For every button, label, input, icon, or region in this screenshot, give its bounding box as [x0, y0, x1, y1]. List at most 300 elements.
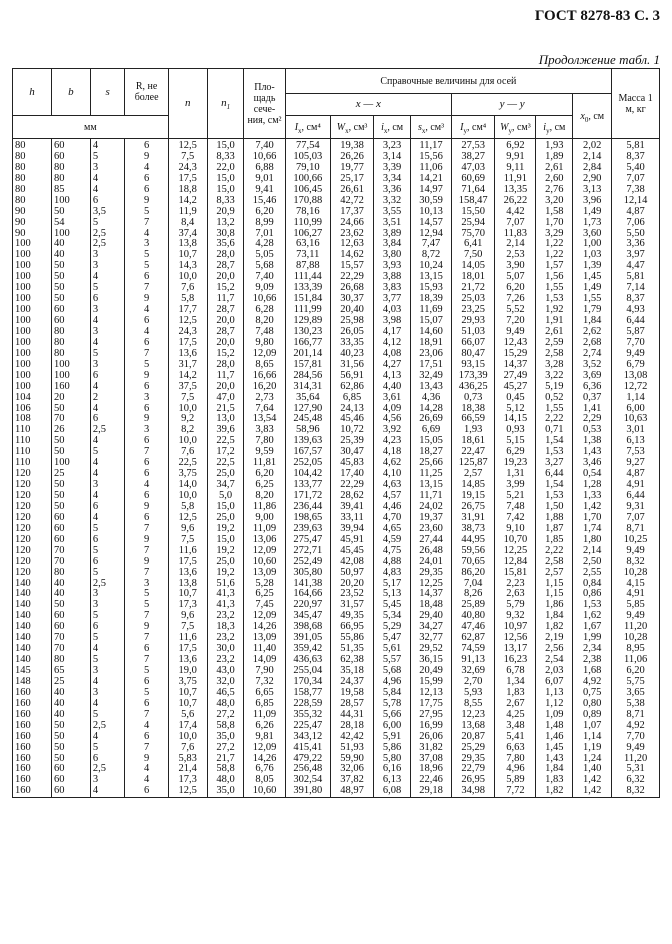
- table-cell: 1,55: [536, 283, 573, 294]
- table-cell: 1,42: [573, 502, 612, 513]
- table-cell: 3,75: [168, 469, 207, 480]
- table-row: [13, 414, 660, 425]
- table-cell: 100: [13, 338, 52, 349]
- table-cell: 3: [125, 425, 168, 436]
- table-cell: 28,62: [330, 491, 373, 502]
- table-cell: 21,5: [207, 404, 244, 415]
- table-cell: 5,80: [374, 754, 411, 765]
- table-cell: 7,53: [612, 447, 660, 458]
- table-cell: 4: [90, 382, 125, 393]
- table-cell: 74,59: [452, 644, 495, 655]
- axis-x-header: x — x: [285, 94, 452, 116]
- table-cell: 2,5: [90, 721, 125, 732]
- table-cell: 1,99: [573, 633, 612, 644]
- table-cell: 7,48: [495, 502, 536, 513]
- table-cell: 9,01: [244, 174, 285, 185]
- table-cell: 3,83: [244, 425, 285, 436]
- table-cell: 11,6: [168, 546, 207, 557]
- table-cell: 6,25: [244, 480, 285, 491]
- col-wx-header: $W_x$, см³: [330, 116, 373, 139]
- table-cell: 3,84: [374, 239, 411, 250]
- table-cell: 3,51: [374, 218, 411, 229]
- table-cell: 2,19: [536, 633, 573, 644]
- table-cell: 6: [125, 382, 168, 393]
- table-cell: 22,29: [330, 272, 373, 283]
- table-cell: 5,66: [374, 710, 411, 721]
- table-cell: 6,65: [244, 688, 285, 699]
- table-row: [13, 622, 660, 633]
- table-cell: 6: [90, 294, 125, 305]
- table-cell: 90: [13, 229, 52, 240]
- table-cell: 110: [13, 458, 52, 469]
- table-cell: 4,75: [374, 546, 411, 557]
- table-cell: 11,81: [244, 458, 285, 469]
- table-cell: 7: [125, 283, 168, 294]
- table-cell: 15,93: [411, 283, 452, 294]
- table-cell: 71,64: [452, 185, 495, 196]
- table-cell: 160: [13, 688, 52, 699]
- table-cell: 9,00: [244, 513, 285, 524]
- table-cell: 11,06: [411, 163, 452, 174]
- table-cell: 140: [13, 655, 52, 666]
- table-cell: 6,13: [612, 436, 660, 447]
- table-cell: 33,11: [330, 513, 373, 524]
- table-cell: 13,54: [244, 414, 285, 425]
- table-cell: 39,94: [330, 524, 373, 535]
- table-cell: 29,18: [411, 786, 452, 797]
- table-cell: 5: [125, 600, 168, 611]
- table-cell: 436,63: [285, 655, 330, 666]
- col-iy-radius-header: $i_y$, см: [536, 116, 573, 139]
- table-cell: 28,7: [207, 327, 244, 338]
- col-iy-moment-unit: см⁴: [472, 121, 487, 133]
- table-cell: 6,76: [244, 764, 285, 775]
- table-cell: 7,40: [244, 272, 285, 283]
- units-mm-header: мм: [13, 116, 169, 139]
- table-cell: 23,2: [207, 611, 244, 622]
- table-row: [13, 502, 660, 513]
- table-cell: 5: [90, 611, 125, 622]
- table-cell: 10,7: [168, 250, 207, 261]
- table-cell: 14,62: [330, 250, 373, 261]
- table-cell: 8,26: [452, 589, 495, 600]
- table-cell: 42,08: [330, 557, 373, 568]
- table-cell: 29,93: [452, 316, 495, 327]
- table-cell: 45,46: [330, 414, 373, 425]
- table-cell: 13,8: [168, 579, 207, 590]
- table-cell: 2,70: [452, 677, 495, 688]
- table-cell: 50: [51, 754, 90, 765]
- table-cell: 4: [90, 272, 125, 283]
- table-cell: 17,51: [411, 360, 452, 371]
- table-cell: 26,06: [411, 732, 452, 743]
- table-cell: 7,07: [612, 513, 660, 524]
- table-cell: 105,03: [285, 152, 330, 163]
- table-cell: 10,70: [495, 535, 536, 546]
- table-row: [13, 360, 660, 371]
- table-cell: 2,03: [536, 666, 573, 677]
- table-cell: 26,61: [330, 185, 373, 196]
- table-cell: 2,38: [573, 655, 612, 666]
- table-cell: 5,0: [207, 491, 244, 502]
- table-cell: 1,33: [573, 491, 612, 502]
- table-cell: 100: [13, 316, 52, 327]
- table-cell: 1,82: [536, 786, 573, 797]
- table-cell: 0,93: [495, 425, 536, 436]
- table-cell: 31,56: [330, 360, 373, 371]
- table-cell: 1,15: [536, 579, 573, 590]
- table-cell: 10,24: [411, 261, 452, 272]
- table-row: [13, 436, 660, 447]
- table-cell: 9: [125, 196, 168, 207]
- table-cell: 120: [13, 546, 52, 557]
- table-cell: 60: [51, 775, 90, 786]
- table-cell: 44,31: [330, 710, 373, 721]
- table-cell: 4: [125, 327, 168, 338]
- table-cell: 1,80: [573, 535, 612, 546]
- table-cell: 4,08: [374, 349, 411, 360]
- table-cell: 17,3: [168, 600, 207, 611]
- col-s-header: s: [90, 69, 125, 116]
- table-cell: 9,09: [244, 283, 285, 294]
- table-cell: 110,99: [285, 218, 330, 229]
- table-cell: 3,36: [374, 185, 411, 196]
- table-cell: 1,31: [495, 469, 536, 480]
- table-cell: 78,16: [285, 207, 330, 218]
- table-cell: 4: [125, 229, 168, 240]
- table-row: [13, 469, 660, 480]
- table-cell: 3: [90, 261, 125, 272]
- table-cell: 6: [125, 338, 168, 349]
- table-cell: 3,83: [374, 283, 411, 294]
- col-iy-radius-unit: см: [554, 121, 566, 133]
- table-cell: 26,05: [330, 327, 373, 338]
- table-cell: 1,92: [536, 305, 573, 316]
- table-cell: 9,91: [495, 152, 536, 163]
- table-cell: 49,35: [330, 611, 373, 622]
- table-cell: 10,0: [168, 732, 207, 743]
- table-cell: 40: [51, 699, 90, 710]
- table-cell: 1,41: [573, 404, 612, 415]
- table-cell: 2,58: [536, 349, 573, 360]
- table-cell: 11,7: [207, 294, 244, 305]
- table-cell: 17,75: [411, 699, 452, 710]
- table-cell: 4: [90, 513, 125, 524]
- table-cell: 8,2: [168, 425, 207, 436]
- table-cell: 3,46: [573, 458, 612, 469]
- table-cell: 50: [51, 491, 90, 502]
- table-cell: 15,99: [411, 677, 452, 688]
- table-cell: 15,05: [411, 436, 452, 447]
- table-cell: 17,4: [168, 721, 207, 732]
- table-row: [13, 655, 660, 666]
- table-cell: 35,18: [330, 666, 373, 677]
- table-cell: 2,55: [573, 568, 612, 579]
- table-cell: 1,28: [573, 480, 612, 491]
- table-cell: 1,86: [536, 600, 573, 611]
- table-cell: 8,65: [244, 360, 285, 371]
- table-cell: 3: [90, 589, 125, 600]
- table-cell: 252,49: [285, 557, 330, 568]
- table-cell: 1,89: [536, 152, 573, 163]
- table-cell: 1,55: [573, 294, 612, 305]
- table-cell: 5,57: [374, 655, 411, 666]
- table-cell: 60: [51, 622, 90, 633]
- table-cell: 11,9: [168, 207, 207, 218]
- table-cell: 173,39: [452, 371, 495, 382]
- table-cell: 12,09: [244, 611, 285, 622]
- table-cell: 19,38: [330, 139, 373, 152]
- table-cell: 2,29: [573, 414, 612, 425]
- table-cell: 11,09: [244, 710, 285, 721]
- table-cell: 151,84: [285, 294, 330, 305]
- table-cell: 50: [51, 721, 90, 732]
- table-cell: 7,80: [495, 754, 536, 765]
- table-cell: 1,84: [536, 611, 573, 622]
- table-cell: 3,89: [374, 229, 411, 240]
- table-cell: 25,98: [330, 316, 373, 327]
- table-cell: 17,5: [168, 338, 207, 349]
- table-cell: 7,26: [495, 294, 536, 305]
- table-row: [13, 163, 660, 174]
- table-cell: 5: [125, 666, 168, 677]
- table-cell: 3,01: [612, 425, 660, 436]
- table-cell: 1,67: [573, 622, 612, 633]
- table-cell: 8,05: [244, 775, 285, 786]
- table-cell: 11,25: [411, 469, 452, 480]
- table-cell: 160: [13, 732, 52, 743]
- table-cell: 2,53: [495, 250, 536, 261]
- table-cell: 160: [13, 775, 52, 786]
- table-row: [13, 721, 660, 732]
- table-row: [13, 644, 660, 655]
- table-cell: 11,71: [411, 491, 452, 502]
- table-cell: 5: [90, 447, 125, 458]
- table-cell: 2,61: [536, 163, 573, 174]
- table-cell: 12,5: [168, 786, 207, 797]
- table-cell: 5,6: [168, 710, 207, 721]
- table-row: [13, 491, 660, 502]
- table-cell: 0,53: [573, 425, 612, 436]
- table-cell: 7,5: [168, 622, 207, 633]
- table-cell: 6,08: [374, 786, 411, 797]
- table-cell: 4,03: [374, 305, 411, 316]
- table-cell: 198,65: [285, 513, 330, 524]
- table-cell: 7,32: [244, 677, 285, 688]
- table-cell: 1,53: [536, 294, 573, 305]
- table-cell: 56,91: [330, 371, 373, 382]
- table-cell: 3,99: [495, 480, 536, 491]
- table-cell: 1,57: [536, 261, 573, 272]
- table-cell: 70: [51, 546, 90, 557]
- table-cell: 20,40: [330, 305, 373, 316]
- table-cell: 6: [125, 644, 168, 655]
- table-cell: 8,71: [612, 710, 660, 721]
- table-cell: 9: [125, 535, 168, 546]
- table-cell: 12,94: [411, 229, 452, 240]
- table-cell: 3: [90, 775, 125, 786]
- table-cell: 62,38: [330, 655, 373, 666]
- table-cell: 7: [125, 655, 168, 666]
- table-cell: 6: [125, 174, 168, 185]
- table-cell: 3,5: [90, 207, 125, 218]
- table-cell: 15,81: [495, 568, 536, 579]
- table-cell: 0,73: [452, 393, 495, 404]
- table-cell: 5,34: [374, 611, 411, 622]
- table-row: [13, 710, 660, 721]
- table-cell: 140: [13, 579, 52, 590]
- col-wy-label: W: [500, 121, 509, 133]
- profile-table: [12, 68, 660, 798]
- table-cell: 6,44: [536, 469, 573, 480]
- table-cell: 6,07: [536, 677, 573, 688]
- table-cell: 245,48: [285, 414, 330, 425]
- table-cell: 1,55: [536, 404, 573, 415]
- table-cell: 14,09: [244, 655, 285, 666]
- table-cell: 19,15: [452, 491, 495, 502]
- table-cell: 12,63: [330, 239, 373, 250]
- table-cell: 9,49: [612, 349, 660, 360]
- table-cell: 28,0: [207, 360, 244, 371]
- table-cell: 3,34: [374, 174, 411, 185]
- table-cell: 25,0: [207, 513, 244, 524]
- table-cell: 140: [13, 622, 52, 633]
- table-cell: 4,15: [612, 579, 660, 590]
- table-cell: 51,03: [452, 327, 495, 338]
- table-cell: 60: [51, 764, 90, 775]
- table-cell: 23,25: [452, 305, 495, 316]
- table-cell: 1,79: [573, 305, 612, 316]
- table-cell: 140: [13, 589, 52, 600]
- table-cell: 5: [125, 360, 168, 371]
- table-row: [13, 480, 660, 491]
- table-cell: 18,8: [168, 185, 207, 196]
- table-cell: 100: [13, 305, 52, 316]
- table-cell: 75,70: [452, 229, 495, 240]
- table-cell: 9,6: [168, 524, 207, 535]
- table-cell: 19,0: [168, 666, 207, 677]
- table-cell: 6,79: [612, 360, 660, 371]
- table-row: [13, 174, 660, 185]
- table-cell: 19,23: [495, 458, 536, 469]
- table-cell: 2,73: [244, 393, 285, 404]
- table-row: [13, 786, 660, 797]
- table-cell: 7,48: [244, 327, 285, 338]
- table-cell: 9,41: [244, 185, 285, 196]
- table-cell: 5,93: [452, 688, 495, 699]
- table-cell: 5,07: [495, 272, 536, 283]
- table-cell: 32,06: [330, 764, 373, 775]
- table-row: [13, 250, 660, 261]
- table-cell: 6,78: [495, 666, 536, 677]
- table-cell: 44,95: [452, 535, 495, 546]
- table-row: [13, 404, 660, 415]
- table-cell: 170,34: [285, 677, 330, 688]
- table-cell: 225,47: [285, 721, 330, 732]
- table-cell: 23,52: [330, 589, 373, 600]
- table-cell: 17,5: [168, 174, 207, 185]
- table-cell: 11,06: [612, 655, 660, 666]
- table-cell: 4,93: [612, 305, 660, 316]
- table-cell: 10,0: [168, 491, 207, 502]
- table-cell: 22,47: [452, 447, 495, 458]
- table-cell: 4: [125, 721, 168, 732]
- table-cell: 7,38: [612, 185, 660, 196]
- table-row: [13, 611, 660, 622]
- table-cell: 167,57: [285, 447, 330, 458]
- table-cell: 15,0: [207, 535, 244, 546]
- table-cell: 1,03: [573, 250, 612, 261]
- table-cell: 4,92: [612, 721, 660, 732]
- col-iy-radius-label: i: [543, 121, 547, 133]
- table-cell: 6: [90, 535, 125, 546]
- table-cell: 10,60: [244, 557, 285, 568]
- table-cell: 34,27: [411, 622, 452, 633]
- table-cell: 1,19: [573, 743, 612, 754]
- table-cell: 7,04: [452, 579, 495, 590]
- table-cell: 6,69: [411, 425, 452, 436]
- table-cell: 228,59: [285, 699, 330, 710]
- table-cell: 3,39: [374, 163, 411, 174]
- table-cell: 11,20: [612, 754, 660, 765]
- col-area-header: Пло-щадь сече-ния, см²: [244, 69, 285, 139]
- table-row: [13, 732, 660, 743]
- table-cell: 314,31: [285, 382, 330, 393]
- table-cell: 11,7: [207, 371, 244, 382]
- table-cell: 17,40: [330, 469, 373, 480]
- table-cell: 5,05: [244, 250, 285, 261]
- col-x0-header: $x_0$, см: [573, 94, 612, 139]
- table-cell: 436,25: [452, 382, 495, 393]
- col-h-header: h: [13, 69, 52, 116]
- table-cell: 25,89: [452, 600, 495, 611]
- table-cell: 3,23: [374, 139, 411, 152]
- table-cell: 55,86: [330, 633, 373, 644]
- table-cell: 5: [125, 688, 168, 699]
- table-cell: 160: [13, 754, 52, 765]
- table-cell: 6: [125, 139, 168, 152]
- table-cell: 2,67: [495, 699, 536, 710]
- table-cell: 15,56: [411, 152, 452, 163]
- table-cell: 120: [13, 502, 52, 513]
- table-cell: 9: [125, 152, 168, 163]
- table-row: [13, 229, 660, 240]
- table-cell: 2,50: [573, 557, 612, 568]
- table-cell: 18,96: [411, 764, 452, 775]
- table-cell: 5,17: [374, 579, 411, 590]
- table-cell: 104,42: [285, 469, 330, 480]
- table-cell: 60: [51, 524, 90, 535]
- table-cell: 14,57: [411, 218, 452, 229]
- table-cell: 166,77: [285, 338, 330, 349]
- table-cell: 3,28: [536, 360, 573, 371]
- table-cell: 70,65: [452, 557, 495, 568]
- table-continuation-label: Продолжение табл. 1: [538, 52, 660, 67]
- table-row: [13, 677, 660, 688]
- table-cell: 7: [125, 568, 168, 579]
- col-ix-moment-header: $I_x$, см⁴: [285, 116, 330, 139]
- table-cell: 10,66: [244, 152, 285, 163]
- table-cell: 1,48: [536, 721, 573, 732]
- table-cell: 70: [51, 633, 90, 644]
- col-sx-unit: см³: [430, 121, 445, 133]
- table-cell: 73,11: [285, 250, 330, 261]
- table-cell: 12,14: [612, 196, 660, 207]
- table-cell: 5,12: [495, 404, 536, 415]
- table-cell: 1,49: [573, 207, 612, 218]
- table-cell: 18,91: [411, 338, 452, 349]
- table-row: [13, 458, 660, 469]
